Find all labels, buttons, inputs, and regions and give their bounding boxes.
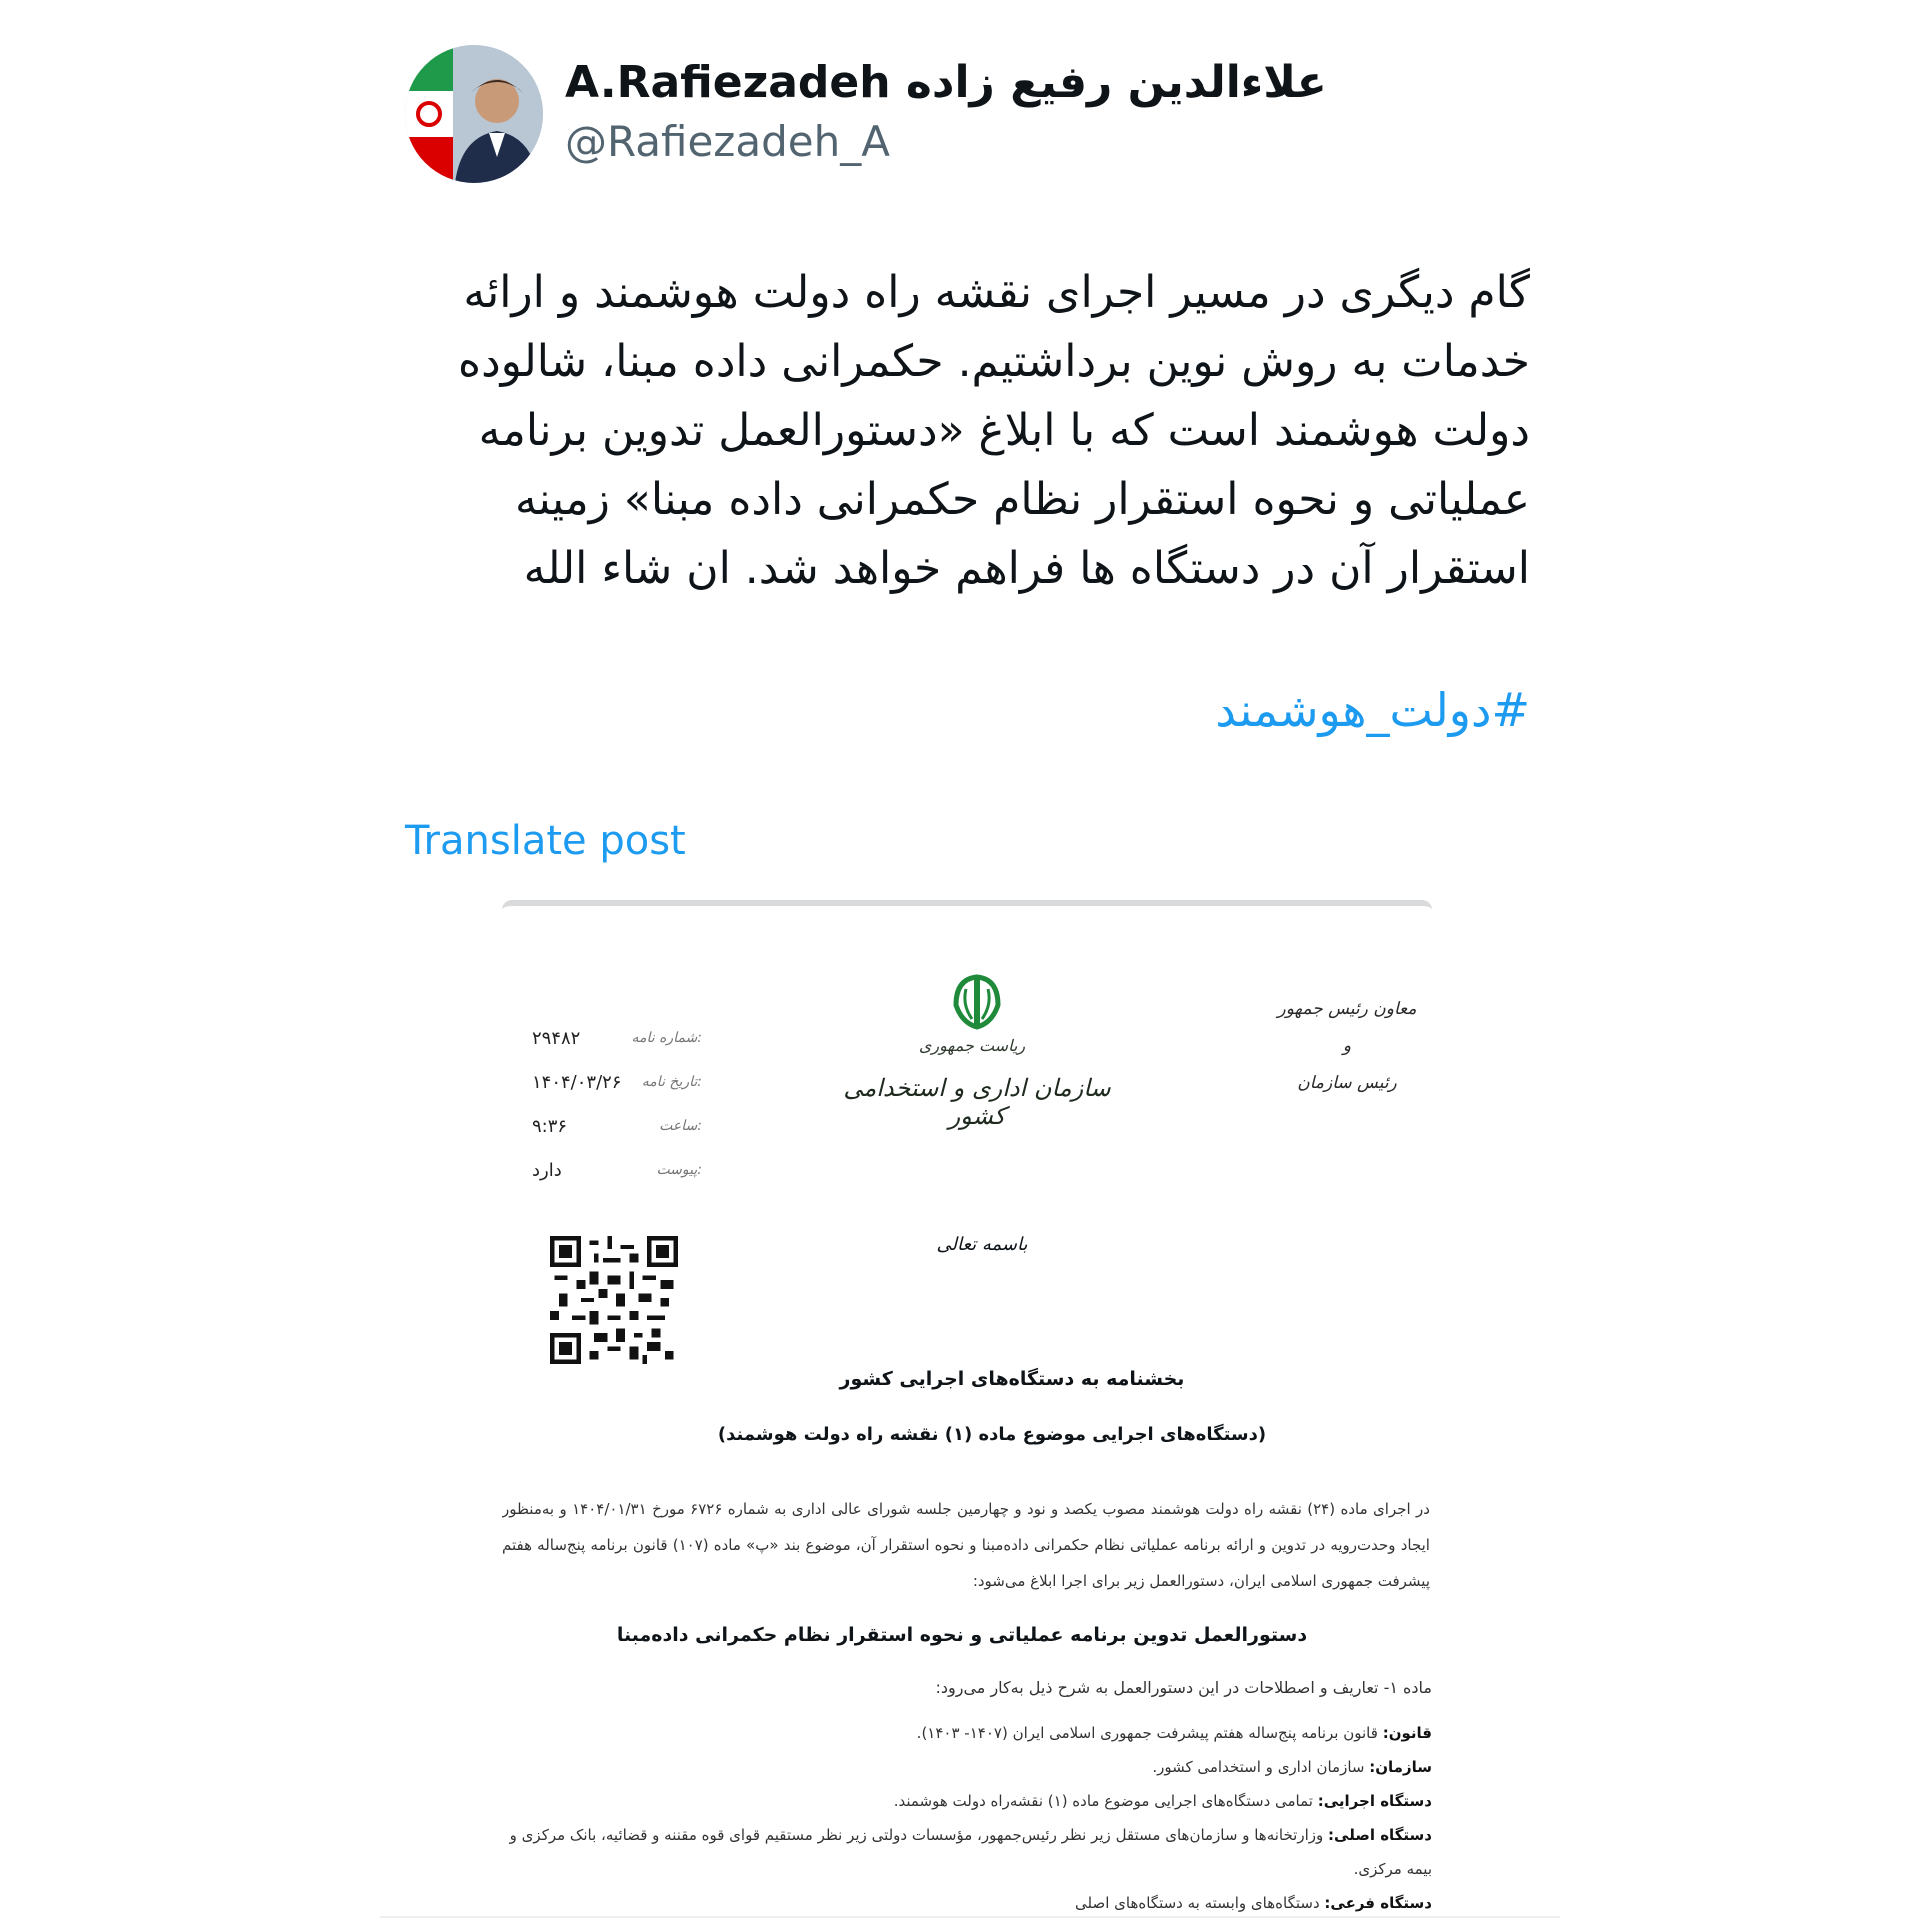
meta-label: تاریخ نامه:: [641, 1074, 702, 1090]
meta-label: ساعت:: [659, 1118, 702, 1134]
bottom-divider: [380, 1916, 1560, 1918]
display-name[interactable]: A.Rafiezadeh علاءالدین رفیع زاده: [565, 57, 1327, 108]
definition-term: قانون:: [1382, 1724, 1432, 1742]
deputy-line: و: [1342, 1036, 1352, 1056]
meta-label: شماره نامه:: [631, 1030, 702, 1046]
qr-code-icon: [550, 1236, 678, 1364]
presidency-label: ریاست جمهوری: [918, 1036, 1026, 1055]
meta-value: ۱۴۰۴/۰۳/۲۶: [532, 1071, 622, 1093]
avatar[interactable]: [405, 45, 543, 183]
avatar-image: [405, 45, 543, 183]
definition-term: دستگاه اجرایی:: [1317, 1792, 1432, 1810]
definition-item: [504, 1784, 1432, 1818]
hashtag-link[interactable]: #دولت_هوشمند: [1215, 683, 1530, 737]
definition-item: [504, 1818, 1432, 1886]
deputy-line: رئیس سازمان: [1297, 1073, 1397, 1093]
definition-item: [504, 1886, 1432, 1920]
meta-row: [532, 1104, 702, 1148]
definition-term: دستگاه اصلی:: [1328, 1826, 1432, 1844]
meta-value: ۲۹۴۸۲: [532, 1027, 581, 1049]
translate-post-link[interactable]: Translate post: [405, 818, 686, 864]
meta-row: [532, 1016, 702, 1060]
iran-emblem-icon: [942, 971, 1012, 1031]
meta-row: [532, 1148, 702, 1192]
definition-text: دستگاه‌های وابسته به دستگاه‌های اصلی: [1075, 1894, 1320, 1912]
definition-item: [504, 1750, 1432, 1784]
definition-item: [504, 1716, 1432, 1750]
definition-text: قانون برنامه پنج‌ساله هفتم پیشرفت جمهوری اسلامی ایران (۱۴۰۷- ۱۴۰۳).: [916, 1724, 1378, 1742]
deputy-line: معاون رئیس جمهور: [1277, 999, 1417, 1019]
definition-text: سازمان اداری و استخدامی کشور.: [1152, 1758, 1365, 1776]
meta-value: دارد: [532, 1159, 562, 1181]
meta-value: ۹:۳۶: [532, 1115, 568, 1137]
tweet-text: گام دیگری در مسیر اجرای نقشه راه دولت هوشمند و ارائه خدمات به روش نوین برداشتیم. حکمرانی داده مبنا، شالوده دولت هوشمند است که با ابلاغ «دستورالعمل تدوین برنامه عملیاتی و نحوه استقرار نظام حکمرانی داده مبنا» زمینه استقرار آن در دستگاه ها فراهم خواهد شد. ان شاء الله: [458, 267, 1530, 594]
definition-term: سازمان:: [1369, 1758, 1432, 1776]
meta-label: پیوست:: [656, 1162, 702, 1178]
circular-subtitle: (دستگاه‌های اجرایی موضوع ماده (۱) نقشه راه دولت هوشمند): [717, 1424, 1267, 1445]
circular-title: بخشنامه به دستگاه‌های اجرایی کشور: [839, 1368, 1185, 1390]
deputy-title: [1272, 991, 1422, 1102]
article-1-heading: ماده ۱- تعاریف و اصطلاحات در این دستورالعمل به شرح ذیل به‌کار می‌رود:: [935, 1678, 1432, 1697]
definitions-list: [504, 1716, 1432, 1920]
meta-row: [532, 1060, 702, 1104]
instruction-title: دستورالعمل تدوین برنامه عملیاتی و نحوه استقرار نظام حکمرانی داده‌مبنا: [616, 1624, 1308, 1646]
letter-meta: [532, 1016, 702, 1192]
definition-text: وزارتخانه‌ها و سازمان‌های مستقل زیر نظر رئیس‌جمهور، مؤسسات دولتی زیر نظر مستقیم قوای قوه مقننه و قضائیه، بانک مرکزی و بیمه مرکزی.: [509, 1826, 1432, 1878]
attached-document-image[interactable]: [502, 900, 1432, 1926]
user-handle[interactable]: @Rafiezadeh_A: [565, 117, 890, 166]
tweet-header: [405, 45, 1555, 185]
intro-paragraph: در اجرای ماده (۲۴) نقشه راه دولت هوشمند مصوب یکصد و نود و چهارمین جلسه شورای عالی اداری به شماره ۶۷۲۶ مورخ ۱۴۰۴/۰۱/۳۱ و به‌منظور ایجاد وحدت‌رویه در تدوین و ارائه برنامه عملیاتی نظام حکمرانی داده‌مبنا و نحوه استقرار آن، موضوع بند «پ» ماده (۱۰۷) قانون برنامه پنج‌ساله هفتم پیشرفت جمهوری اسلامی ایران، دستورالعمل زیر برای اجرا ابلاغ می‌شود:: [502, 1500, 1430, 1590]
definition-term: دستگاه فرعی:: [1324, 1894, 1432, 1912]
organization-name: سازمان اداری و استخدامی کشور: [843, 1074, 1111, 1130]
bismillah-text: باسمه تعالی: [936, 1234, 1028, 1255]
definition-text: تمامی دستگاه‌های اجرایی موضوع ماده (۱) نقشه‌راه دولت هوشمند.: [893, 1792, 1313, 1810]
